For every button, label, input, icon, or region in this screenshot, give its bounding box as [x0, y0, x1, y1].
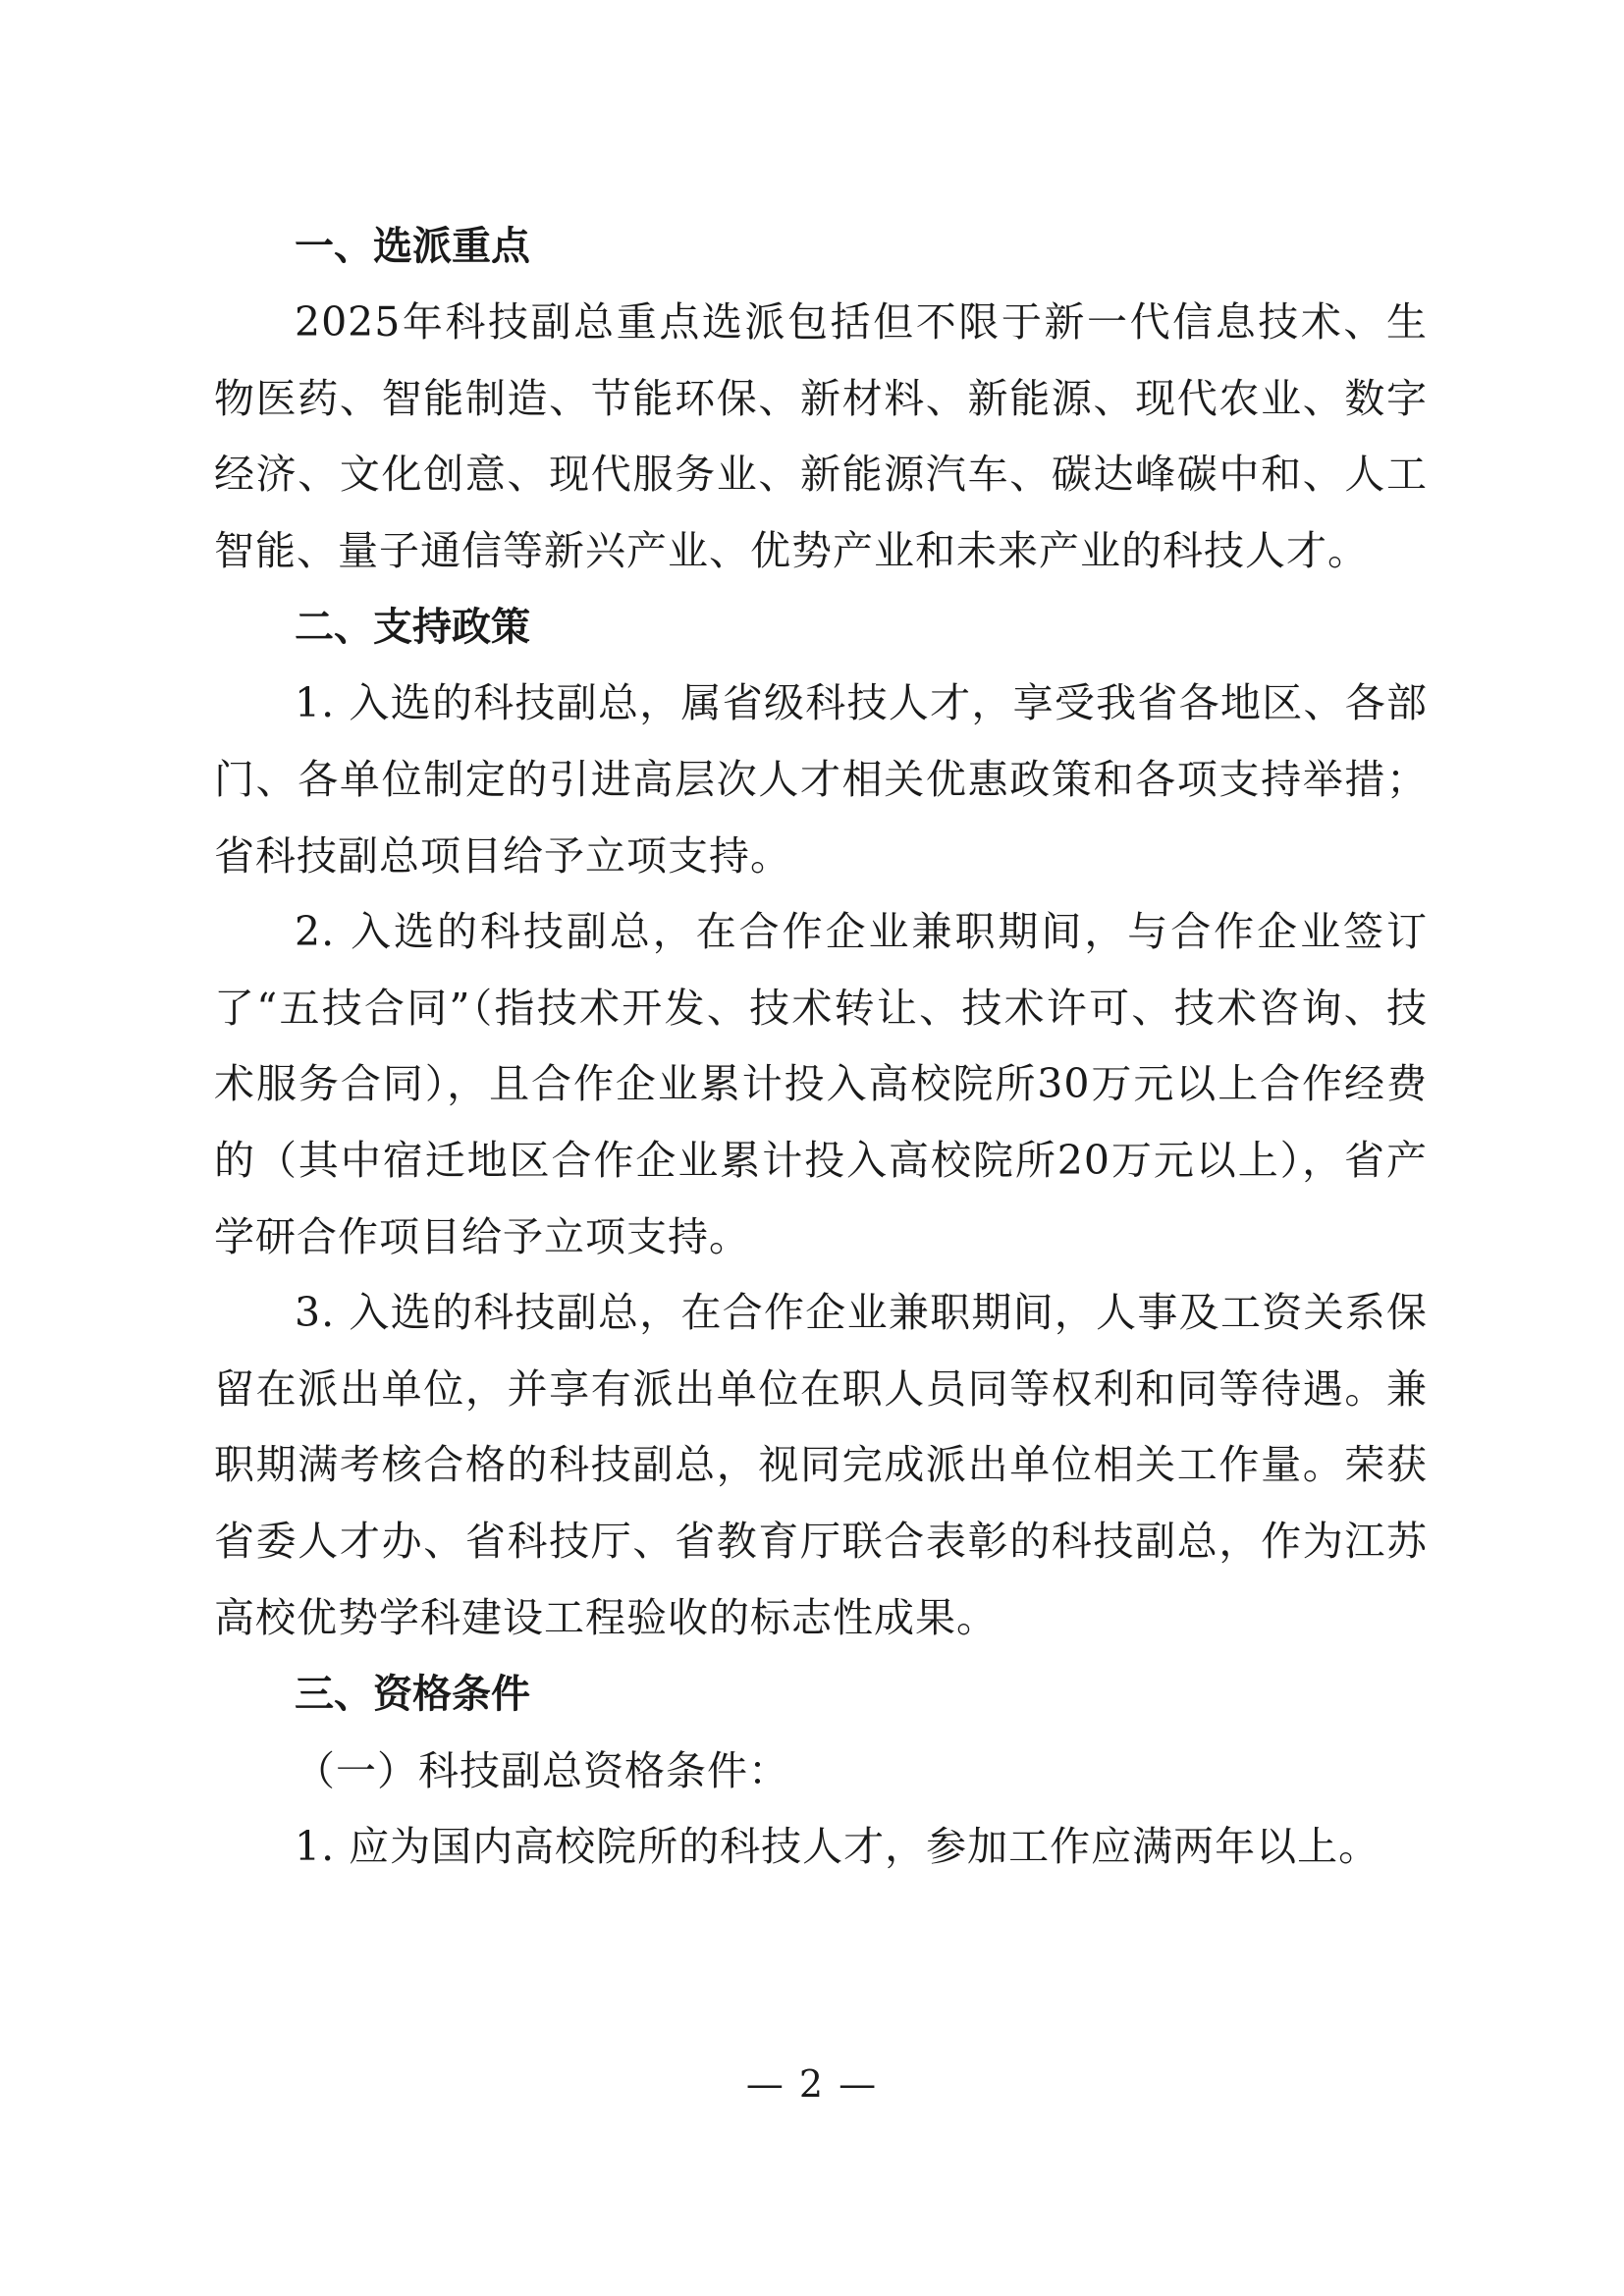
page-number: — 2 —: [745, 2062, 879, 2106]
section-3-subheading: （一）科技副总资格条件：: [295, 1747, 789, 1795]
section-2-paragraph-3: 3. 入选的科技副总，在合作企业兼职期间，人事及工资关系保留在派出单位，并享有派出单位在职人员同等权利和同等待遇。兼职期满考核合格的科技副总，视同完成派出单位相关工作量。荣获省委人才办、省科技厅、省教育厅联合表彰的科技副总，作为江苏高校优势学科建设工程验收的标志性成果。: [214, 1289, 1428, 1641]
document-body: [214, 208, 1428, 1886]
section-heading-2: 二、支持政策: [295, 605, 530, 651]
section-2-paragraph-2: 2. 入选的科技副总，在合作企业兼职期间，与合作企业签订了“五技合同”（指技术开发、技术转让、技术许可、技术咨询、技术服务合同），且合作企业累计投入高校院所30万元以上合作经费的（其中宿迁地区合作企业累计投入高校院所20万元以上），省产学研合作项目给予立项支持。: [214, 908, 1428, 1260]
section-heading-1: 一、选派重点: [295, 224, 530, 269]
section-1-paragraph-1: 2025年科技副总重点选派包括但不限于新一代信息技术、生物医药、智能制造、节能环保、新材料、新能源、现代农业、数字经济、文化创意、现代服务业、新能源汽车、碳达峰碳中和、人工智能、量子通信等新兴产业、优势产业和未来产业的科技人才。: [214, 298, 1428, 574]
section-3-paragraph-1: 1. 应为国内高校院所的科技人才，参加工作应满两年以上。: [295, 1823, 1380, 1871]
section-2-paragraph-1: 1. 入选的科技副总，属省级科技人才，享受我省各地区、各部门、各单位制定的引进高层次人才相关优惠政策和各项支持举措；省科技副总项目给予立项支持。: [214, 679, 1428, 880]
section-heading-3: 三、资格条件: [295, 1672, 530, 1718]
